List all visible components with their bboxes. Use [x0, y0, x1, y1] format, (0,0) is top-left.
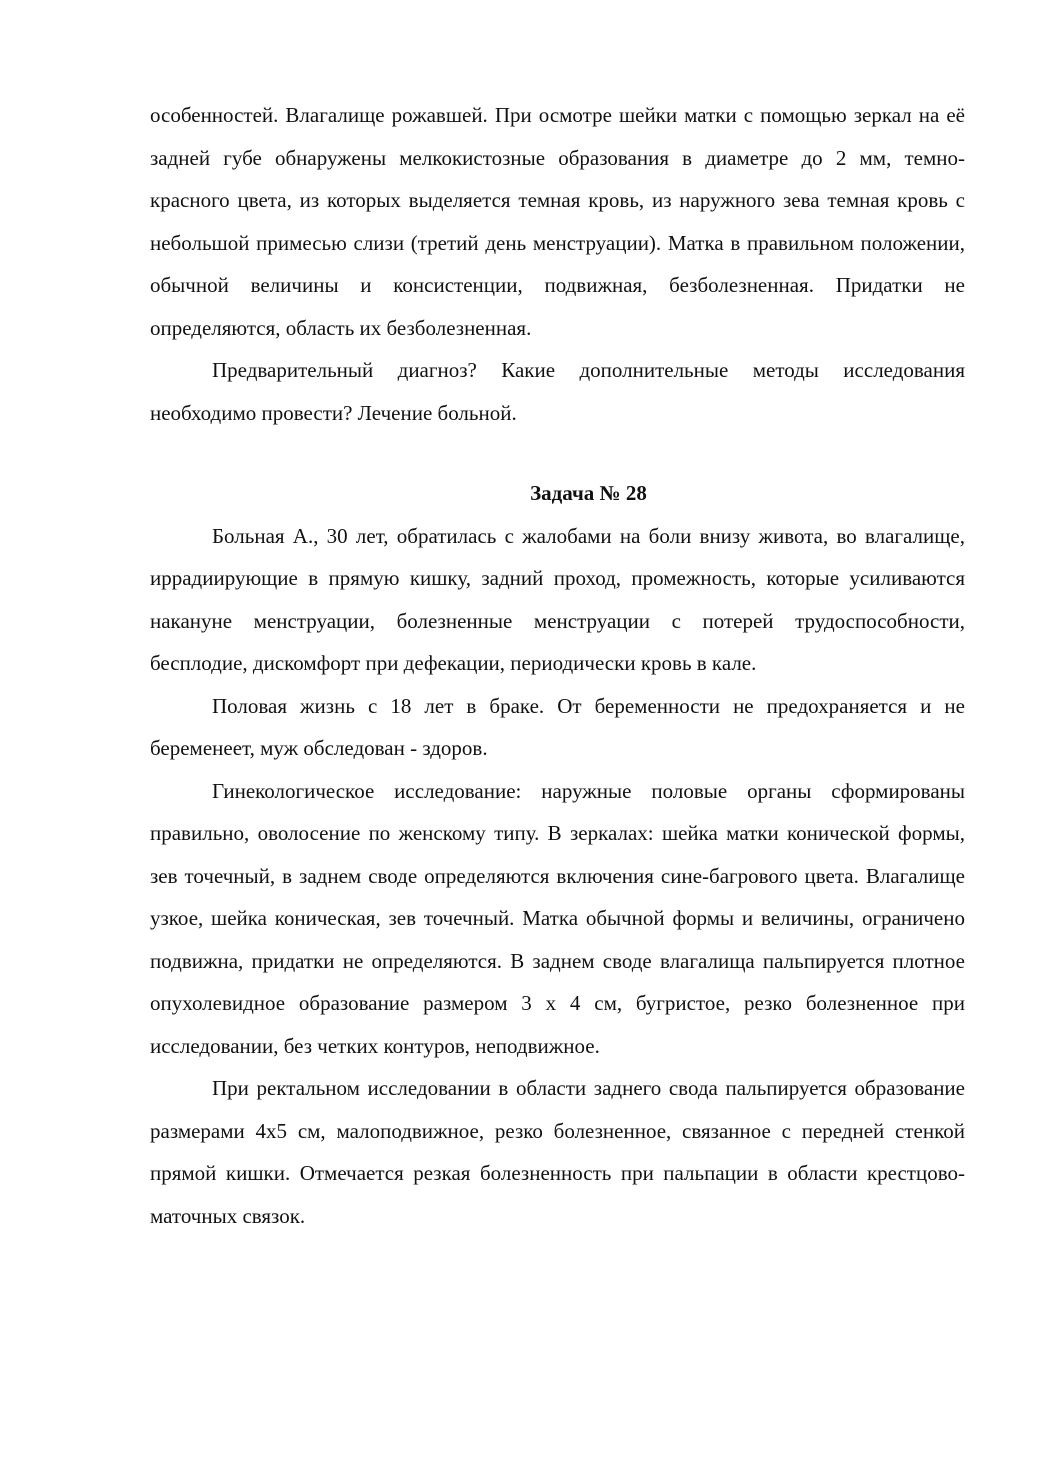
- paragraph-rectal-exam: При ректальном исследовании в области заднего свода пальпируется образование размерами 4х5 см, малоподвижное, резко болезненное, связанное с передней стенкой прямой кишки. Отмечается резкая болезненность при пальпации в области крестцово-маточных связок.: [150, 1076, 965, 1228]
- document-body: [150, 94, 965, 1237]
- paragraph-questions: Предварительный диагноз? Какие дополнительные методы исследования необходимо провести? Лечение больной.: [150, 358, 965, 425]
- paragraph-exam-continuation: особенностей. Влагалище рожавшей. При осмотре шейки матки с помощью зеркал на её задней губе обнаружены мелкокистозные образования в диаметре до 2 мм, темно-красного цвета, из которых выделяется темная кровь, из наружного зева темная кровь с небольшой примесью слизи (третий день менструации). Матка в правильном положении, обычной величины и консистенции, подвижная, безболезненная. Придатки не определяются, область их безболезненная.: [150, 103, 965, 340]
- task-title: Задача № 28: [530, 481, 647, 505]
- section-spacer: [150, 434, 965, 472]
- paragraph-gynecological-exam: Гинекологическое исследование: наружные половые органы сформированы правильно, оволосение по женскому типу. В зеркалах: шейка матки конической формы, зев точечный, в заднем своде определяются включения сине-багрового цвета. Влагалище узкое, шейка коническая, зев точечный. Матка обычной формы и величины, ограничено подвижна, придатки не определяются. В заднем своде влагалища пальпируется плотное опухолевидное образование размером 3 х 4 см, бугристое, резко болезненное при исследовании, без четких контуров, неподвижное.: [150, 778, 965, 1058]
- paragraph-history: Половая жизнь с 18 лет в браке. От беременности не предохраняется и не беременеет, муж обследован - здоров.: [150, 693, 965, 760]
- paragraph-complaints: Больная А., 30 лет, обратилась с жалобами на боли внизу живота, во влагалище, иррадиирующие в прямую кишку, задний проход, промежность, которые усиливаются накануне менструации, болезненные менструации с потерей трудоспособности, бесплодие, дискомфорт при дефекации, периодически кровь в кале.: [150, 523, 965, 675]
